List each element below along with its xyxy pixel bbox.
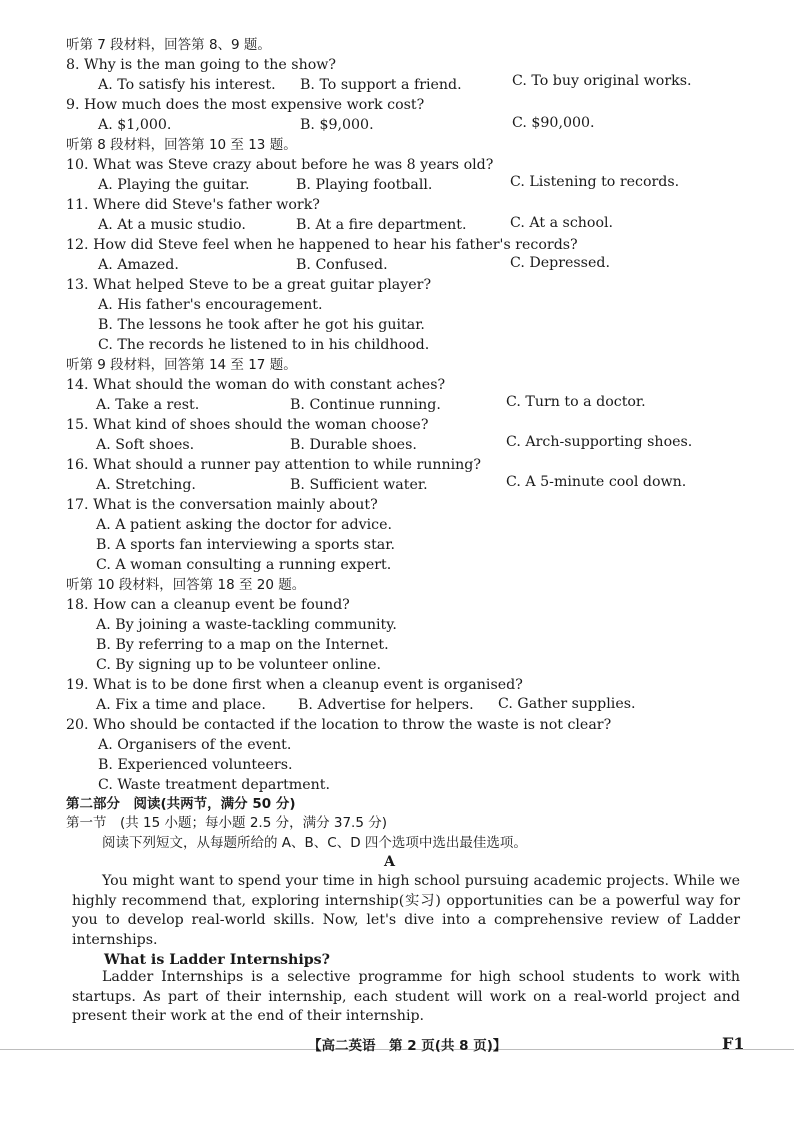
passage-paragraph: Ladder Internships is a selective programme for high school students to work with startups. As part of their internship, each student will work on a real-world project and present their work at the end of their internship.	[72, 969, 740, 1025]
option-a: A. Playing the guitar.	[98, 177, 250, 193]
option-c: C. Depressed.	[510, 255, 610, 271]
option-b: B. A sports fan interviewing a sports star.	[96, 537, 395, 553]
question-stem: 18. How can a cleanup event be found?	[66, 597, 350, 613]
option-c: C. At a school.	[510, 215, 614, 231]
section-heading: 听第 10 段材料，回答第 18 至 20 题。	[66, 577, 306, 593]
option-c: C. Gather supplies.	[498, 696, 636, 712]
question-stem: 11. Where did Steve's father work?	[66, 197, 320, 213]
option-c: C. Turn to a doctor.	[506, 394, 646, 410]
question-stem: 16. What should a runner pay attention to while running?	[66, 457, 481, 473]
option-b: B. Playing football.	[296, 177, 433, 193]
question-stem: 20. Who should be contacted if the location to throw the waste is not clear?	[66, 717, 612, 733]
option-a: A. To satisfy his interest.	[98, 77, 276, 93]
option-a: A. A patient asking the doctor for advice.	[96, 517, 393, 533]
passage-subheading: What is Ladder Internships?	[104, 952, 330, 968]
option-a: A. Stretching.	[96, 477, 196, 493]
option-a: A. Take a rest.	[96, 397, 200, 413]
option-a: A. By joining a waste-tackling community.	[96, 617, 397, 633]
option-b: B. By referring to a map on the Internet.	[96, 637, 389, 653]
part-heading: 第二部分 阅读(共两节，满分 50 分)	[66, 796, 296, 812]
option-b: B. Confused.	[296, 257, 388, 273]
option-b: B. Continue running.	[290, 397, 441, 413]
question-stem: 9. How much does the most expensive work cost?	[66, 97, 425, 113]
question-stem: 15. What kind of shoes should the woman choose?	[66, 417, 429, 433]
option-c: C. To buy original works.	[512, 73, 692, 89]
option-b: B. Experienced volunteers.	[98, 757, 293, 773]
paper-code: F1	[722, 1034, 745, 1053]
option-a: A. $1,000.	[98, 117, 172, 133]
option-a: A. Organisers of the event.	[98, 737, 292, 753]
option-a: A. Soft shoes.	[96, 437, 195, 453]
option-c: C. The records he listened to in his childhood.	[98, 337, 430, 353]
page-footer: 【高二英语 第 2 页(共 8 页)】	[308, 1038, 507, 1054]
question-stem: 12. How did Steve feel when he happened to hear his father's records?	[66, 237, 578, 253]
option-a: A. Fix a time and place.	[96, 697, 266, 713]
section-heading: 第一节 (共 15 小题；每小题 2.5 分，满分 37.5 分)	[66, 815, 387, 831]
option-b: B. At a fire department.	[296, 217, 467, 233]
question-stem: 19. What is to be done first when a cleanup event is organised?	[66, 677, 523, 693]
option-c: C. Arch-supporting shoes.	[506, 434, 693, 450]
option-c: C. A 5-minute cool down.	[506, 474, 687, 490]
option-b: B. Advertise for helpers.	[298, 697, 474, 713]
section-heading: 听第 9 段材料，回答第 14 至 17 题。	[66, 357, 297, 373]
section-heading: 听第 8 段材料，回答第 10 至 13 题。	[66, 137, 297, 153]
option-b: B. $9,000.	[300, 117, 374, 133]
option-c: C. A woman consulting a running expert.	[96, 557, 392, 573]
option-c: C. Waste treatment department.	[98, 777, 331, 793]
option-a: A. At a music studio.	[98, 217, 246, 233]
option-c: C. Listening to records.	[510, 174, 680, 190]
passage-label: A	[384, 854, 396, 870]
instructions: 阅读下列短文，从每题所给的 A、B、C、D 四个选项中选出最佳选项。	[102, 835, 527, 851]
option-b: B. Durable shoes.	[290, 437, 417, 453]
question-stem: 13. What helped Steve to be a great guitar player?	[66, 277, 432, 293]
option-b: B. To support a friend.	[300, 77, 462, 93]
option-b: B. Sufficient water.	[290, 477, 428, 493]
passage-paragraph: You might want to spend your time in high school pursuing academic projects. While we highly recommend that, exploring internship(实习) opportunities can be a powerful way for you to develop real-world skills. Now, let's dive into a comprehensive review of Ladder internships.	[72, 873, 740, 948]
question-stem: 17. What is the conversation mainly about?	[66, 497, 378, 513]
option-a: A. His father's encouragement.	[98, 297, 323, 313]
section-heading: 听第 7 段材料，回答第 8、9 题。	[66, 37, 271, 53]
option-c: C. $90,000.	[512, 115, 595, 131]
question-stem: 10. What was Steve crazy about before he was 8 years old?	[66, 157, 494, 173]
option-c: C. By signing up to be volunteer online.	[96, 657, 382, 673]
question-stem: 14. What should the woman do with constant aches?	[66, 377, 446, 393]
option-b: B. The lessons he took after he got his guitar.	[98, 317, 425, 333]
option-a: A. Amazed.	[98, 257, 179, 273]
question-stem: 8. Why is the man going to the show?	[66, 57, 337, 73]
